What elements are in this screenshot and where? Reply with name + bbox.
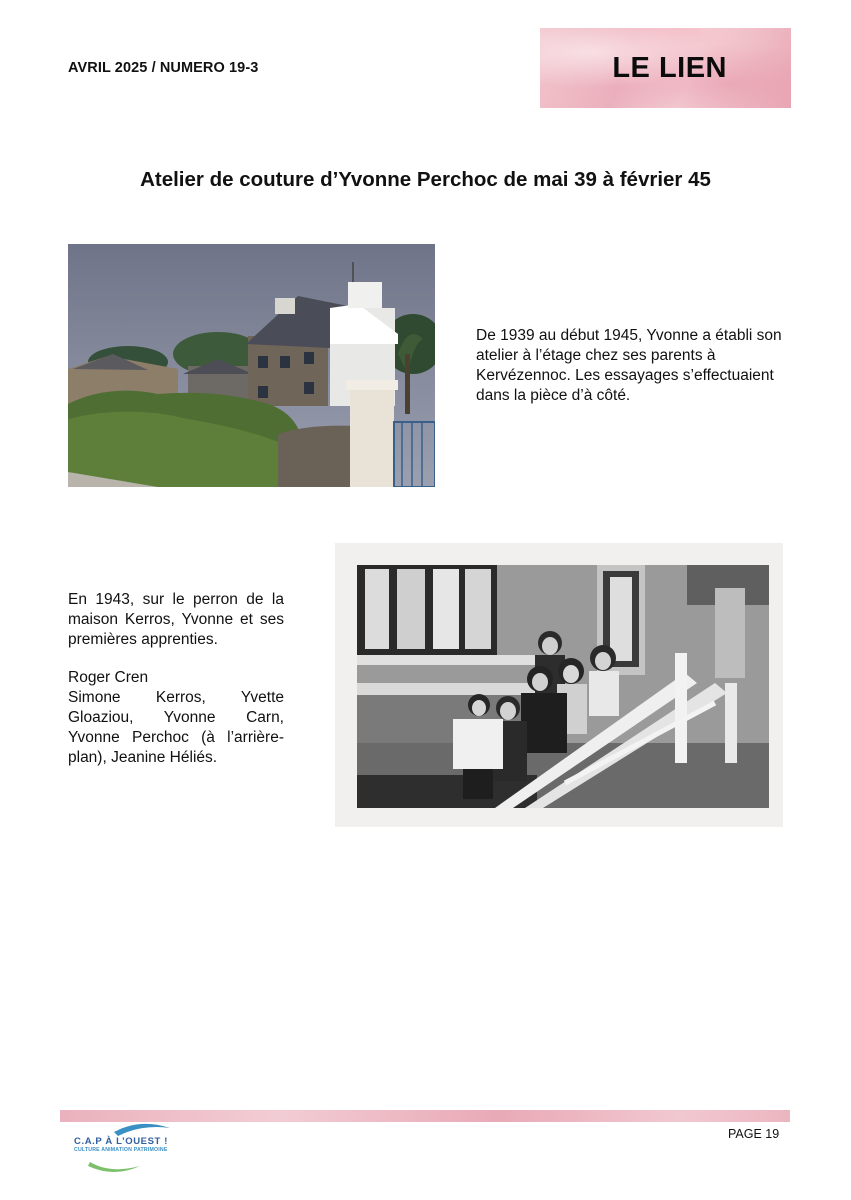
article-title: Atelier de couture d’Yvonne Perchoc de mai 39 à février 45	[140, 168, 711, 191]
page-number: PAGE 19	[728, 1127, 780, 1141]
person-front: Roger Cren	[68, 669, 149, 686]
group-photo-1943	[335, 543, 783, 827]
persons-list: Simone Kerros, Yvette Gloaziou, Yvonne Carn, Yvonne Perchoc (à l’arrière-plan), Jeanine Héliés.	[68, 689, 284, 766]
logo-tagline: CULTURE ANIMATION PATRIMOINE	[74, 1147, 168, 1153]
cap-a-louest-logo	[70, 1118, 180, 1176]
logo-name: C.A.P À L’OUEST !	[74, 1136, 168, 1147]
paragraph-atelier-text: De 1939 au début 1945, Yvonne a établi son atelier à l’étage chez ses parents à Kervézennoc. Les essayages s’effectuaient dans la pièce d’à côté.	[476, 327, 782, 404]
brand-title: LE LIEN	[612, 52, 727, 84]
photo-caption: En 1943, sur le perron de la maison Kerros, Yvonne et ses premières apprenties.	[68, 591, 284, 648]
paragraph-atelier	[476, 326, 786, 406]
issue-date: AVRIL 2025 / NUMERO 19-3	[68, 60, 259, 76]
brand-banner	[540, 28, 791, 108]
house-photo	[68, 244, 435, 487]
caption-block	[68, 590, 284, 768]
